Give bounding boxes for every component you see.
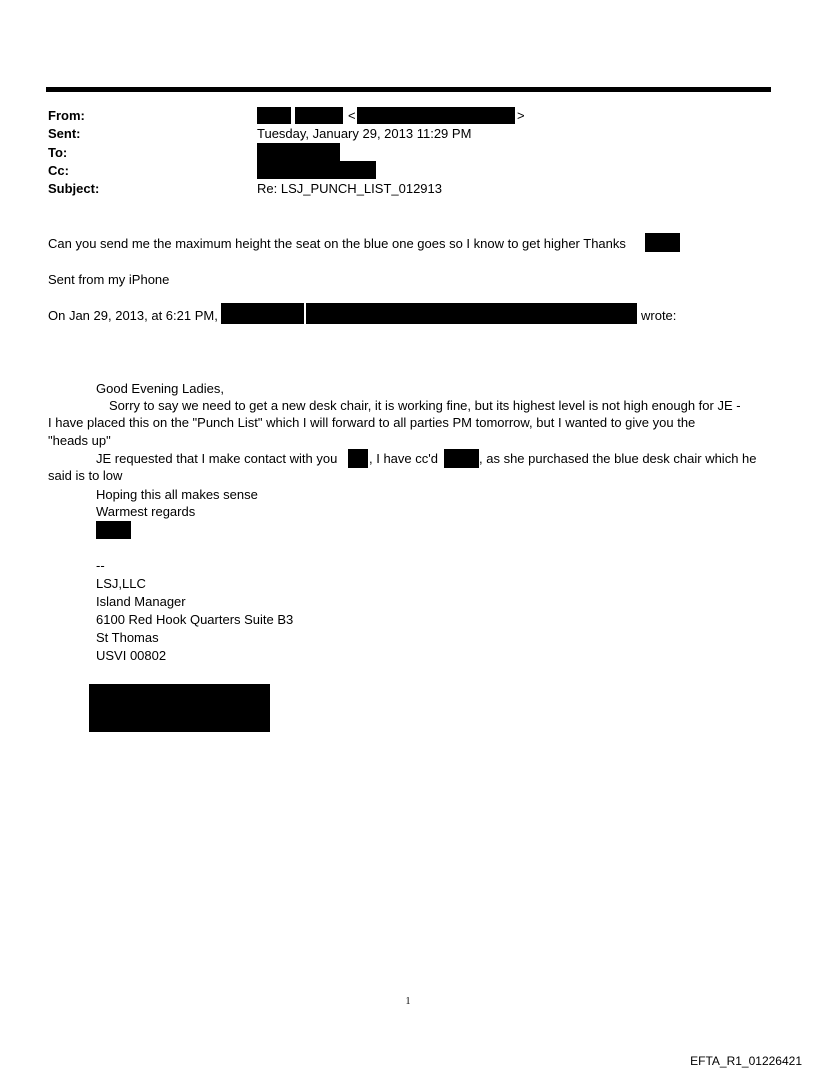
header-rule: [46, 87, 771, 92]
reply-signature: Sent from my iPhone: [48, 272, 170, 287]
quoted-p2-part-a: JE requested that I make contact with you: [96, 451, 338, 466]
from-lt: <: [348, 108, 356, 123]
quoted-p2-line2: said is to low: [48, 468, 123, 483]
sig-address-1: 6100 Red Hook Quarters Suite B3: [96, 612, 294, 627]
quoted-greeting: Good Evening Ladies,: [96, 381, 224, 396]
to-label: To:: [48, 145, 68, 160]
redaction-contact-name: [348, 449, 368, 468]
redaction-quote-email: [306, 303, 637, 324]
from-gt: >: [517, 108, 525, 123]
sent-value: Tuesday, January 29, 2013 11:29 PM: [257, 126, 472, 141]
bates-number: EFTA_R1_01226421: [690, 1054, 802, 1068]
quote-header-prefix: On Jan 29, 2013, at 6:21 PM,: [48, 308, 218, 323]
reply-line: Can you send me the maximum height the seat on the blue one goes so I know to get higher Thanks: [48, 236, 626, 251]
quoted-closing2: Warmest regards: [96, 504, 196, 519]
sig-company: LSJ,LLC: [96, 576, 146, 591]
sig-title: Island Manager: [96, 594, 186, 609]
quoted-closing1: Hoping this all makes sense: [96, 487, 258, 502]
sig-address-3: USVI 00802: [96, 648, 167, 663]
redaction-block: [89, 684, 270, 732]
cc-label: Cc:: [48, 163, 69, 178]
redaction-to: [257, 143, 340, 161]
sent-label: Sent:: [48, 126, 81, 141]
quote-header-suffix: wrote:: [641, 308, 677, 323]
subject-label: Subject:: [48, 181, 100, 196]
redaction-cc: [257, 161, 376, 179]
redaction-signer: [96, 521, 131, 539]
subject-value: Re: LSJ_PUNCH_LIST_012913: [257, 181, 442, 196]
quoted-p2-part-c: , as she purchased the blue desk chair which he: [479, 451, 757, 466]
from-label: From:: [48, 108, 85, 123]
redaction-from-first: [257, 107, 291, 124]
quoted-p1-line1: Sorry to say we need to get a new desk chair, it is working fine, but its highest level is not high enough for JE -: [109, 398, 741, 413]
redaction-from-last: [295, 107, 343, 124]
quoted-p2-part-b: , I have cc'd: [369, 451, 438, 466]
quoted-p1-line2: I have placed this on the "Punch List" which I will forward to all parties PM tomorrow, but I wanted to give you the: [48, 415, 696, 430]
redaction-cc-name: [444, 449, 479, 468]
redaction-reply-name: [645, 233, 680, 252]
sig-address-2: St Thomas: [96, 630, 159, 645]
redaction-quote-name: [221, 303, 304, 324]
quoted-p1-line3: "heads up": [48, 433, 111, 448]
redaction-from-email: [357, 107, 515, 124]
page-number: 1: [405, 996, 411, 1007]
sig-dash: --: [96, 558, 105, 573]
